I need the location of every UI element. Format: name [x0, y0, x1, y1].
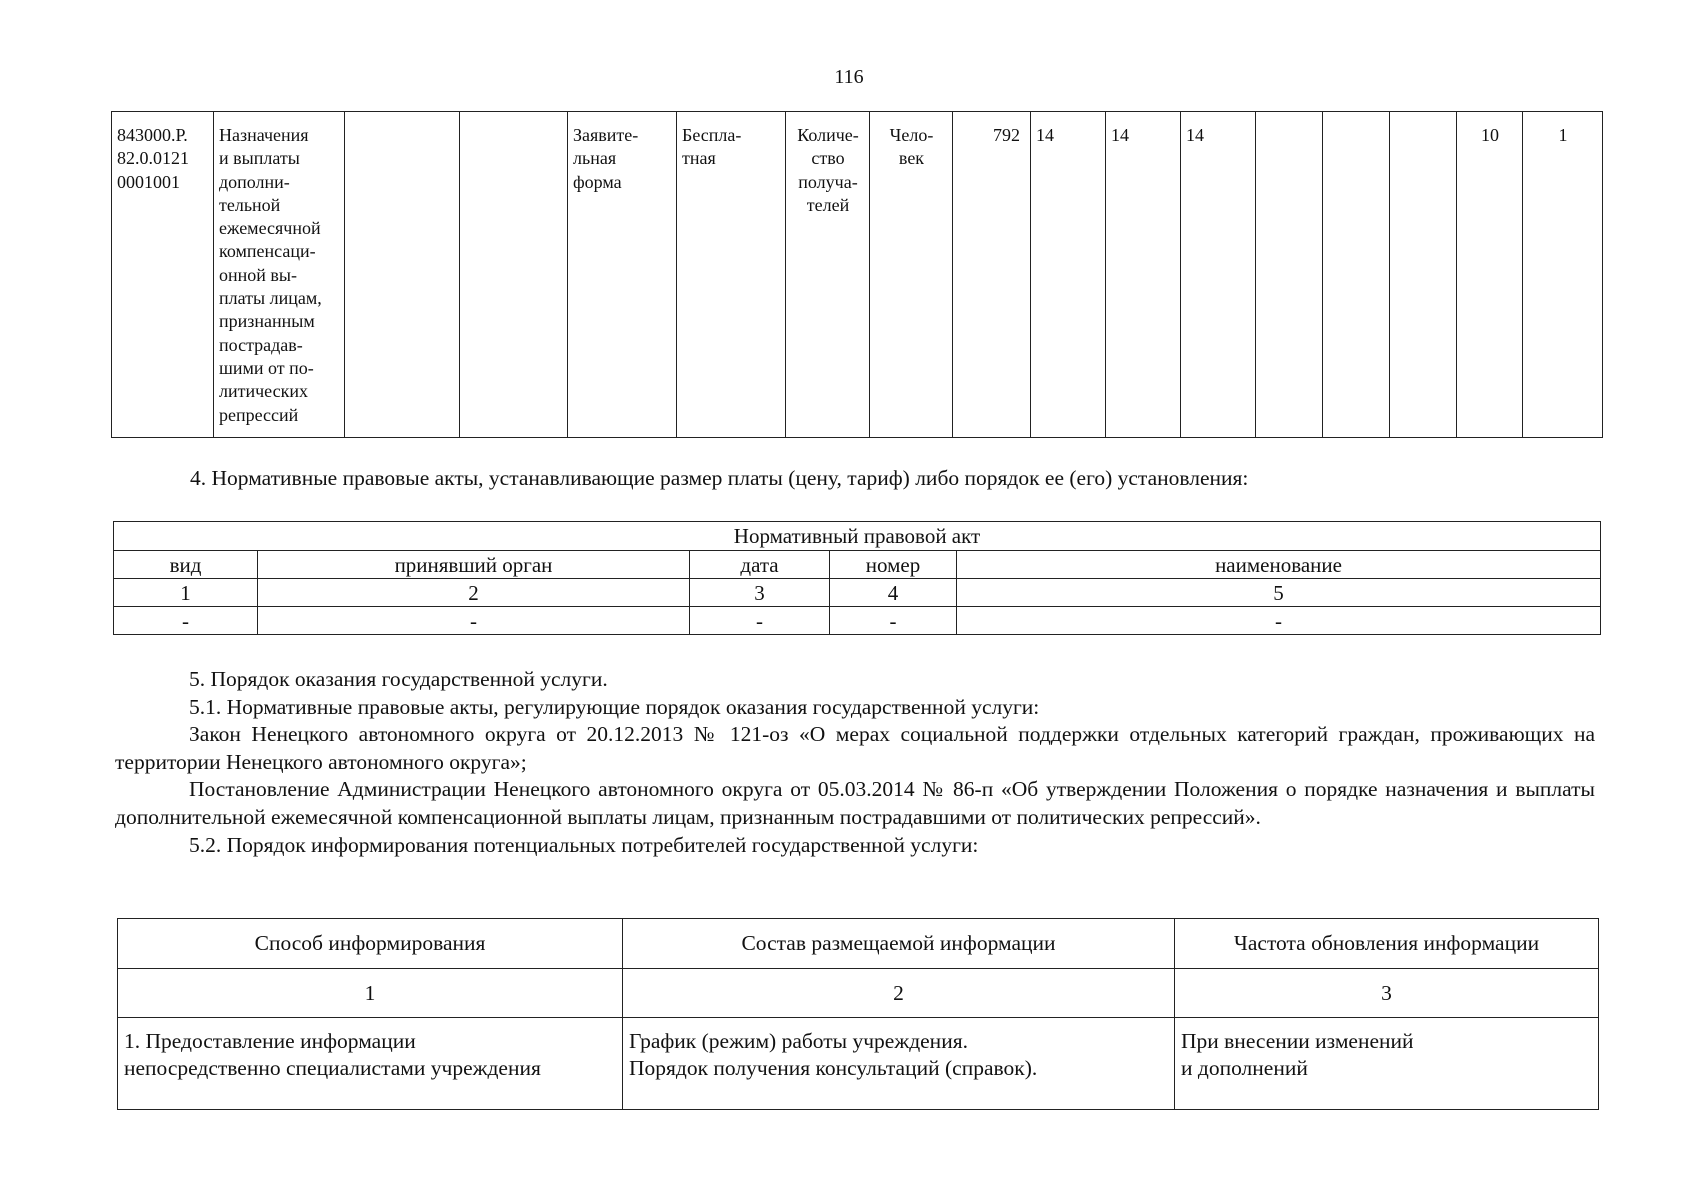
- paragraph: Постановление Администрации Ненецкого автономного округа от 05.03.2014 № 86-п «Об утверждении Положения о порядке назначения и выплаты дополнительной ежемесячной компенсационной выплаты лицам, признанным пострадавшими от политических репрессий».: [115, 777, 1595, 829]
- table-header-row: [118, 919, 1599, 969]
- table-row: [118, 969, 1599, 1018]
- paragraph: 5. Порядок оказания государственной услуги.: [189, 667, 608, 691]
- empty-cell: [460, 112, 568, 438]
- table-row: [112, 112, 1603, 438]
- table-cell: -: [830, 607, 957, 635]
- column-number: 2: [258, 579, 690, 607]
- page-number: 116: [834, 66, 864, 88]
- table-cell: -: [114, 607, 258, 635]
- value-cell: 14: [1106, 112, 1181, 438]
- column-number: 3: [1175, 969, 1599, 1018]
- table-row: [118, 1018, 1599, 1110]
- value-cell: 1: [1523, 112, 1603, 438]
- value-cell: 14: [1181, 112, 1256, 438]
- column-header: Состав размещаемой информации: [623, 919, 1175, 969]
- informing-table: [117, 918, 1599, 1110]
- value-cell: [1256, 112, 1323, 438]
- empty-cell: [345, 112, 460, 438]
- table-title: Нормативный правовой акт: [114, 522, 1601, 551]
- update-frequency-cell: При внесении изменений и дополнений: [1175, 1018, 1599, 1110]
- column-header: Частота обновления информации: [1175, 919, 1599, 969]
- service-name-cell: Назначения и выплаты дополни- тельной ежемесячной компенсаци- онной вы- платы лицам, признанным пострадав- шими от по- литических репрессий: [214, 112, 345, 438]
- table-row: [114, 607, 1601, 635]
- unit-cell: Чело- век: [870, 112, 953, 438]
- value-cell: 10: [1457, 112, 1523, 438]
- value-cell: [1390, 112, 1457, 438]
- column-header: дата: [690, 551, 830, 579]
- column-header: номер: [830, 551, 957, 579]
- value-cell: 14: [1031, 112, 1106, 438]
- informing-method-cell: 1. Предоставление информации непосредственно специалистами учреждения: [118, 1018, 623, 1110]
- payment-cell: Беспла- тная: [677, 112, 786, 438]
- information-content-cell: График (режим) работы учреждения. Порядок получения консультаций (справок).: [623, 1018, 1175, 1110]
- table-row: [114, 522, 1601, 551]
- table-header-row: [114, 551, 1601, 579]
- column-number: 1: [114, 579, 258, 607]
- value-cell: [1323, 112, 1390, 438]
- column-number: 2: [623, 969, 1175, 1018]
- column-header: Способ информирования: [118, 919, 623, 969]
- table-cell: -: [258, 607, 690, 635]
- column-number: 1: [118, 969, 623, 1018]
- table-cell: -: [957, 607, 1601, 635]
- table-cell: -: [690, 607, 830, 635]
- paragraph: 5.1. Нормативные правовые акты, регулирующие порядок оказания государственной услуги:: [189, 694, 1040, 719]
- paragraph: Закон Ненецкого автономного округа от 20.12.2013 № 121-оз «О мерах социальной поддержки отдельных категорий граждан, проживающих на территории Ненецкого автономного округа»;: [115, 722, 1595, 774]
- form-cell: Заявите- льная форма: [568, 112, 677, 438]
- registry-code-cell: 843000.Р. 82.0.0121 0001001: [112, 112, 214, 438]
- section-5-text: [115, 666, 1595, 859]
- table-row: [114, 579, 1601, 607]
- column-header: принявший орган: [258, 551, 690, 579]
- paragraph: 5.2. Порядок информирования потенциальных потребителей государственной услуги:: [189, 832, 979, 857]
- column-number: 5: [957, 579, 1601, 607]
- column-number: 4: [830, 579, 957, 607]
- column-number: 3: [690, 579, 830, 607]
- indicator-cell: Количе- ство получа- телей: [786, 112, 870, 438]
- okei-code-cell: 792: [953, 112, 1031, 438]
- section-4-heading: 4. Нормативные правовые акты, устанавливающие размер платы (цену, тариф) либо порядок ее (его) установления:: [190, 466, 1249, 490]
- column-header: вид: [114, 551, 258, 579]
- column-header: наименование: [957, 551, 1601, 579]
- service-volume-table: [111, 111, 1603, 438]
- legal-acts-table: [113, 521, 1601, 635]
